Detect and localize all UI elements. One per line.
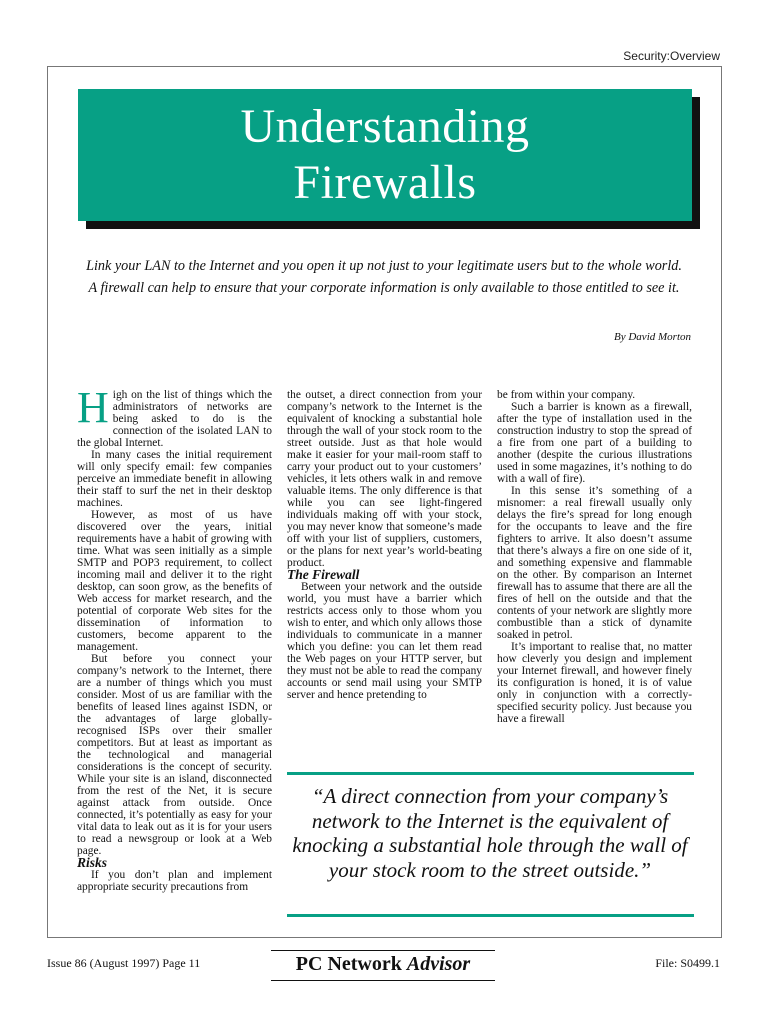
paragraph: the outset, a direct connection from your company’s network to the Internet is the equivalent of knocking a substantial hole through the wall of your stock room to the street outside. Just as that hole would make it easier for your mail-room staff to carry your product out to your customers’ vehicles, it lets others walk in and remove valuable items. The only difference is that while you can see light-fingered individuals making off with your stock, you may never know that someone’s made off with your list of suppliers, customers, or the plans for next year’s world-beating product. [287,389,482,569]
subhead-firewall: The Firewall [287,567,360,582]
subhead-risks: Risks [77,855,108,870]
brand-italic: Advisor [406,953,471,975]
file-reference: File: S0499.1 [655,956,720,970]
pull-quote-rule-top [287,772,694,775]
issue-info: Issue 86 (August 1997) Page 11 [47,956,201,970]
brand-rule-top [271,950,495,951]
pull-quote: “A direct connection from your company’s network to the Internet is the equivalent of knocking a substantial hole through the wall of your stock room to the street outside.” [292,784,688,882]
title-line-2: Firewalls [293,156,477,209]
paragraph: In many cases the initial requirement will only specify email: few companies perceive an immediate benefit in allowing their staff to surf the net in their desktop machines. [77,449,272,509]
paragraph: be from within your company. [497,389,636,401]
byline: By David Morton [614,331,691,343]
paragraph: igh on the list of things which the administrators of networks are being asked to do is the connection of the isolated LAN to the global Internet. [77,389,272,449]
paragraph: It’s important to realise that, no matter how cleverly you design and implement your Internet firewall, and however finely its configuration is honed, it is of value only in conjunction with a correctly-specified security policy. Just because you have a firewall [497,641,692,725]
paragraph: Such a barrier is known as a firewall, after the type of installation used in the construction industry to stop the spread of a fire from one part of a building to another (despite the curious illustrations used in some magazines, it’s nothing to do with a wall of fire). [497,401,692,485]
paragraph: In this sense it’s something of a misnomer: a real firewall usually only delays the fire’s spread for long enough for the occupants to leave and the fire fighters to arrive. It also doesn’t assume that there’s always a fire on one side of it, and something expensive and flammable on the other. By comparison an Internet firewall has to assume that there are all the fires of hell on the outside and that the contents of your network are slightly more combustible than a stick of dynamite soaked in petrol. [497,485,692,641]
article-column-2 [287,389,482,701]
paragraph: Between your network and the outside world, you must have a barrier which restricts access only to those whom you wish to enter, and which only allows those individuals to communicate in a manner which you define: you can let them read the Web pages on your HTTP server, but they must not be able to read the company accounts or send mail using your SMTP server and hence pretending to [287,581,482,701]
paragraph: If you don’t plan and implement appropriate security precautions from [77,869,272,893]
brand-rule-bottom [271,980,495,981]
publication-brand [271,953,495,976]
section-label: Security:Overview [623,49,720,63]
standfirst: Link your LAN to the Internet and you open it up not just to your legitimate users but to the whole world. A firewall can help to ensure that your corporate information is only available to those entitled to see it. [86,258,682,296]
pull-quote-rule-bottom [287,914,694,917]
title-line-1: Understanding [240,100,530,153]
brand-main: PC Network [295,953,402,975]
article-column-3 [497,389,692,725]
article-column-1 [77,383,272,893]
paragraph: However, as most of us have discovered over the years, initial requirements have a habit of growing with time. What was seen initially as a simple SMTP and POP3 requirement, to collect incoming mail and deliver it to the right desktop, can soon grow, as the benefits of Web access for market research, and the potential of corporate Web sites for the dissemination of information to customers, become apparent to the management. [77,509,272,653]
drop-cap: H [77,383,109,432]
paragraph: But before you connect your company’s network to the Internet, there are a number of things which you must consider. Most of us are familiar with the benefits of leased lines against ISDN, or the advantages of large globally-recognised ISPs over their smaller competitors. But at least as important as the technological and managerial considerations is the concept of security. While your site is an island, disconnected from the rest of the Net, it is secure against attack from outside. Once connected, it’s potentially as easy for your vital data to leak out as it is for your users to read a newsgroup or look at a Web page. [77,653,272,857]
title-banner [78,89,692,221]
